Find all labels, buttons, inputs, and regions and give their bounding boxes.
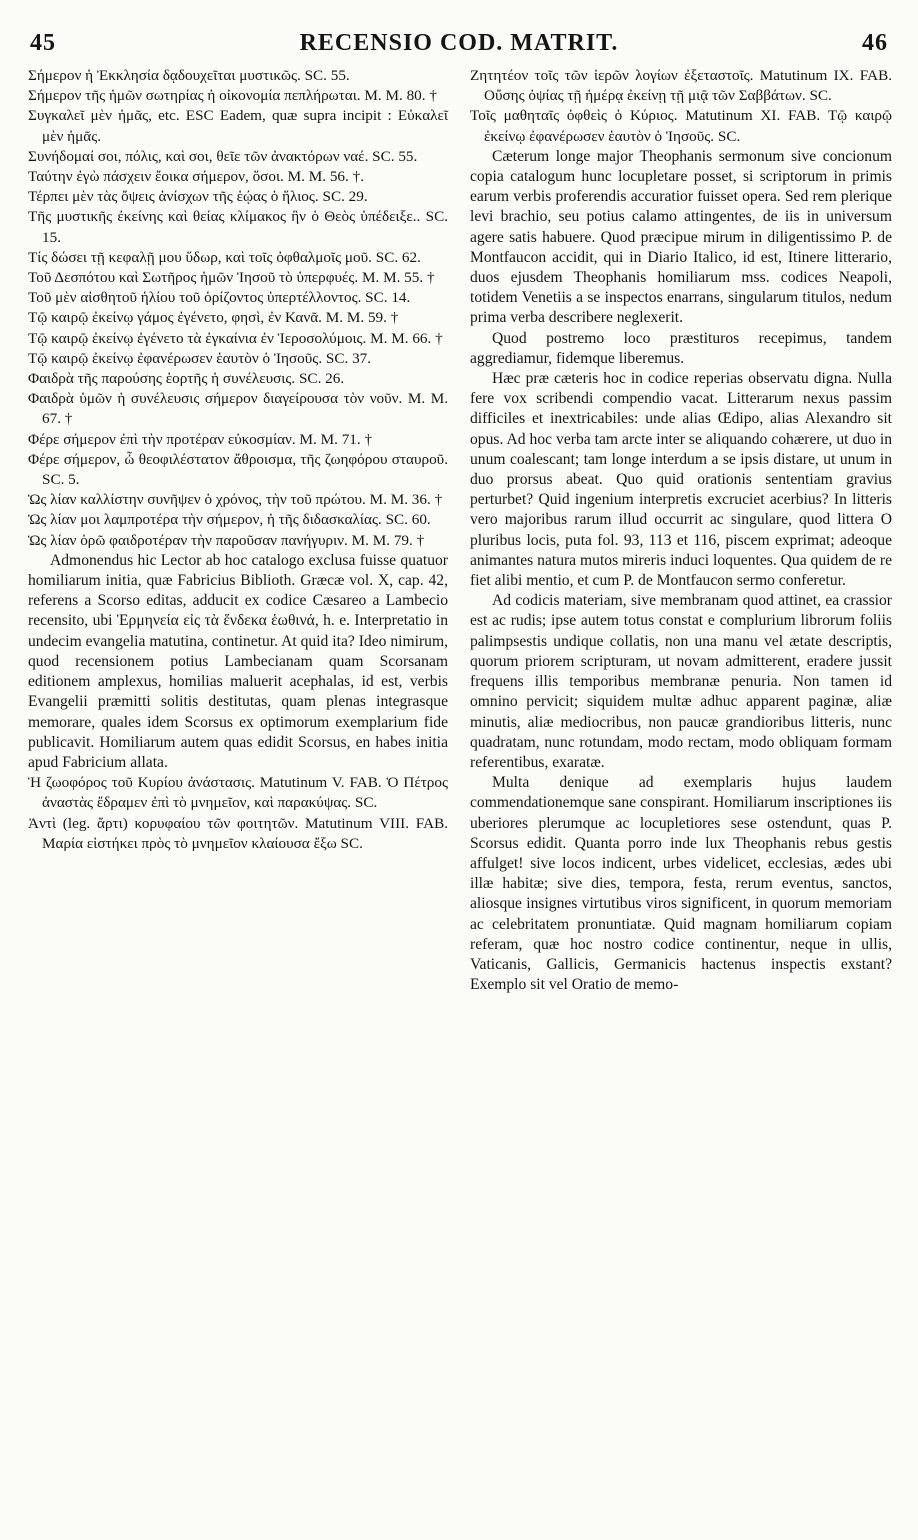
right-column xyxy=(470,66,892,995)
body-paragraph: Multa denique ad exemplaris hujus laudem commendationemque sane conspirant. Homiliarum inscriptiones iis uberiores plerumque ac locupletiores sese ostendunt, quas P. Scorsus edidit. Quanta porro inde lux Theophanis rebus gestis affulget! sive locos indicent, urbes videlicet, ecclesias, ædes ubi illæ habitæ; sive dies, tempora, festa, rerum eventus, sanctos, aliosque insignes virtutibus viros significent, in quorum memoriam ac celebritatem pronuntiatæ. Quid magnam homiliarum copiam referam, quæ hoc nostro codice continentur, neque in ullis, Vaticanis, Gallicis, Germanicis hactenus inspectis exstant? Exemplo sit vel Oratio de memo- xyxy=(470,774,892,994)
incipit-entry: Ταύτην ἐγὼ πάσχειν ἔοικα σήμερον, ὅσοι. M. M. 56. †. xyxy=(28,168,365,186)
body-paragraph: Ad codicis materiam, sive membranam quod attinet, ea crassior est ac rudis; ipse autem totus constat e complurium librorum foliis palimpsestis undique collatis, non una manu vel ætate descriptis, quorum priorem scripturam, ut novam admitterent, eradere jussit frequens illis temporibus membranæ penuria. Non tamen id omnino pervicit; siquidem multæ adhuc apparent paginæ, aliæ minutis, aliæ mediocribus, non paucæ grandioribus litteris, nunc quadratam, nunc rotundam, modo rectam, modo obliquam formam referentibus, exaratæ. xyxy=(470,592,892,771)
body-paragraph: Hæc præ cæteris hoc in codice reperias observatu digna. Nulla fere vox scribendi compendio vacat. Litterarum nexus passim difficiles et inextricabiles: unde alias Œdipo, alias Alexandro sit opus. Ad hoc verba tam arcte inter se aliquando cohærere, ut duo in unum coalescant; tam longe interdum a se ipsis distare, ut unum in duo prorsus abeat. Quo quid orationis sententiam gravius perturbet? Quid ingenium interpretis excruciet acerbius? In litteris vero majoribus rarum illud occurrit ac singulare, quod littera O pluribus locis, puta fol. 93, 113 et 116, piscem exprimat; adeoque animantes natura mutos mireris induci loquentes. Qua quidem de re fiet alibi mentio, et cum P. de Montfaucon sermo conferetur. xyxy=(470,370,892,590)
incipit-entry: Σήμερον ἡ Ἐκκλησία δᾳδουχεῖται μυστικῶς. SC. 55. xyxy=(28,67,350,84)
incipit-entry: Τίς δώσει τῇ κεφαλῇ μου ὕδωρ, καὶ τοῖς ὀφθαλμοῖς μοῦ. SC. 62. xyxy=(28,248,421,266)
incipit-entry: Φέρε σήμερον ἐπὶ τὴν προτέραν εὐκοσμίαν. M. M. 71. † xyxy=(28,430,373,448)
incipit-entry: Ἀντὶ (leg. ἄρτι) κορυφαίου τῶν φοιτητῶν. Matutinum VIII. FAB. Μαρία εἱστήκει πρὸς τὸ μνημεῖον κλαίουσα ἔξω SC. xyxy=(28,814,448,852)
incipit-entry: Τῆς μυστικῆς ἐκείνης καὶ θείας κλίμακος ἣν ὁ Θεὸς ὑπέδειξε.. SC. 15. xyxy=(28,208,448,246)
body-paragraph: Quod postremo loco præstituros recepimus, tandem aggrediamur, fidemque liberemus. xyxy=(470,329,892,367)
incipit-entry: Ὡς λίαν μοι λαμπροτέρα τὴν σήμερον, ἡ τῆς διδασκαλίας. SC. 60. xyxy=(28,511,431,529)
running-title: RECENSIO COD. MATRIT. xyxy=(299,30,619,56)
incipit-entry: Ἡ ζωοφόρος τοῦ Κυρίου ἀνάστασις. Matutinum V. FAB. Ὁ Πέτρος ἀναστὰς ἔδραμεν ἐπὶ τὸ μνημεῖον, καὶ παρακύψας. SC. xyxy=(28,774,448,812)
incipit-entry: Τέρπει μὲν τὰς ὄψεις ἀνίσχων τῆς ἑῴας ὁ ἥλιος. SC. 29. xyxy=(28,188,368,206)
page-number-right: 46 xyxy=(862,30,888,56)
incipit-entry: Ζητητέον τοῖς τῶν ἱερῶν λογίων ἐξεταστοῖς. Matutinum IX. FAB. Οὔσης ὀψίας τῇ ἡμέρᾳ ἐκείνῃ τῇ μιᾷ τῶν Σαββάτων. SC. xyxy=(470,67,892,105)
incipit-entry: Συγκαλεῖ μὲν ἡμᾶς, etc. ESC Eadem, quæ supra incipit : Εὐκαλεῖ μὲν ἡμᾶς. xyxy=(28,107,448,145)
incipit-entry: Τῷ καιρῷ ἐκείνῳ ἐφανέρωσεν ἑαυτὸν ὁ Ἰησοῦς. SC. 37. xyxy=(28,349,372,367)
body-paragraph: Cæterum longe major Theophanis sermonum sive concionum copia catalogum hunc locupletare posset, si scriptorum in primis earum verbis proferendis accuratior fuisset opera. Sed rem plerique levi brachio, seu potius calamo attingentes, de iis in universum agere satis habuere. Quod præcipue mirum in diligentissimo P. de Montfaucon accidit, qui in Diario Italico, id est, Itinere litterario, duos ejusdem Theophanis homiliarum mss. codices Neapoli, totidem Venetiis a se inspectos enarrans, singularum titulos, nedum prima verba describere neglexerit. xyxy=(470,147,892,327)
incipit-entry: Τῷ καιρῷ ἐκείνῳ ἐγένετο τὰ ἐγκαίνια ἐν Ἱεροσολύμοις. M. M. 66. † xyxy=(28,329,443,347)
incipit-entry: Συνήδομαί σοι, πόλις, καὶ σοι, θεῖε τῶν ἀνακτόρων ναέ. SC. 55. xyxy=(28,147,418,165)
page-number-left: 45 xyxy=(30,30,56,56)
incipit-entry: Φέρε σήμερον, ὦ θεοφιλέστατον ἄθροισμα, τῆς ζωηφόρου σταυροῦ. SC. 5. xyxy=(28,450,448,489)
incipit-entry: Ὡς λίαν καλλίστην συνῆψεν ὁ χρόνος, τὴν τοῦ πρώτου. M. M. 36. † xyxy=(28,491,443,509)
incipit-entry: Τοῖς μαθηταῖς ὀφθεὶς ὁ Κύριος. Matutinum XI. FAB. Τῷ καιρῷ ἐκείνῳ ἐφανέρωσεν ἑαυτὸν ὁ Ἰησοῦς. SC. xyxy=(470,107,892,145)
admonition-paragraph: Admonendus hic Lector ab hoc catalogo exclusa fuisse quatuor homiliarum initia, quæ Fabricius Biblioth. Græcæ vol. X, cap. 42, referens a Scorso editas, adducit ex codice Cæsareo a Lambecio recensito, ubi Ἑρμηνεία εἰς τὰ ἕνδεκα ἑωθινά, h. e. Interpretatio in undecim evangelia matutina, continetur. At quid ita? Ideo nimirum, quod recensionem potius Lambecianam quam Scorsanam editionem amplexus, homilias maluerit acephalas, id est, verbis Evangelii præmitti solitis destitutas, quam plenas integrasque memorare, quales idem Scorsus ex optimorum exemplarium fide publicavit. Homiliarum autem quas edidit Scorsus, en habes initia apud Fabricium allata. xyxy=(28,551,448,771)
left-column xyxy=(28,66,448,854)
incipit-entry: Τῷ καιρῷ ἐκείνῳ γάμος ἐγένετο, φησὶ, ἐν Κανᾶ. M. M. 59. † xyxy=(28,309,399,327)
incipit-entry: Φαιδρὰ τῆς παρούσης ἑορτῆς ἡ συνέλευσις. SC. 26. xyxy=(28,370,345,388)
incipit-entry: Σήμερον τῆς ἡμῶν σωτηρίας ἡ οἰκονομία πεπλήρωται. M. M. 80. † xyxy=(28,87,437,105)
incipit-entry: Τοῦ μὲν αἰσθητοῦ ἡλίου τοῦ ὁρίζοντος ὑπερτέλλοντος. SC. 14. xyxy=(28,289,411,307)
incipit-entry: Ὡς λίαν ὁρῶ φαιδροτέραν τὴν παροῦσαν πανήγυριν. M. M. 79. † xyxy=(28,531,425,549)
running-header xyxy=(30,30,888,60)
incipit-entry: Τοῦ Δεσπότου καὶ Σωτῆρος ἡμῶν Ἰησοῦ τὸ ὑπερφυές. M. M. 55. † xyxy=(28,269,435,287)
incipit-entry: Φαιδρὰ ὑμῶν ἡ συνέλευσις σήμερον διαγείρουσα τὸν νοῦν. M. M. 67. † xyxy=(28,390,448,428)
